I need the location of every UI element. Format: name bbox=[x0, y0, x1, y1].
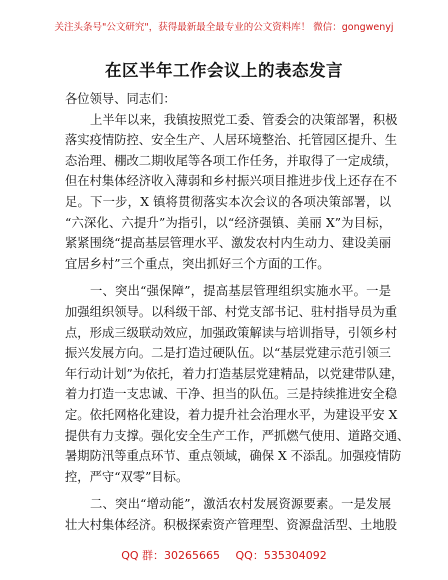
paragraph-2 bbox=[65, 281, 410, 487]
footer-qq: QQ：535304092 bbox=[235, 549, 327, 562]
footer-qq-group: QQ 群：30265665 bbox=[121, 549, 220, 562]
paragraph-line: 态治理、棚改二期收尾等各项工作任务，并取得了一定成绩， bbox=[65, 153, 398, 168]
paragraph-line: 一、突出“强保障”，提高基层管理组织实施水平。一是 bbox=[90, 284, 391, 299]
paragraph-1 bbox=[65, 110, 398, 275]
paragraph-3 bbox=[65, 494, 398, 535]
paragraph-line: 但在村集体经济收入薄弱和乡村振兴项目推进步伐上还存在不 bbox=[65, 174, 398, 189]
footer-contact bbox=[0, 547, 448, 563]
paragraph-line: 加强组织领导。以科级干部、村党支部书记、驻村指导员为重 bbox=[65, 304, 398, 319]
paragraph-line: 紧紧围绕“提高基层管理水平、激发农村内生动力、建设美丽 bbox=[65, 236, 392, 251]
paragraph-line: 定。依托网格化建设，着力提升社会治理水平，为建设平安 X bbox=[65, 407, 398, 422]
paragraph-line: 上半年以来，我镇按照党工委、管委会的决策部署，积极 bbox=[90, 112, 398, 127]
paragraph-line: 暑期防汛等重点环节、重点领域，确保 X 不添乱。加强疫情防 bbox=[65, 449, 402, 464]
paragraph-line: 足。下一步，X 镇将贯彻落实本次会议的各项决策部署，以 bbox=[65, 194, 391, 209]
paragraph-line: 壮大村集体经济。积极探索资产管理型、资源盘活型、土地股 bbox=[65, 517, 398, 532]
header-note: 关注头条号"公文研究"，获得最新最全最专业的公文资料库！ 微信：gongwenyj bbox=[54, 22, 394, 33]
paragraph-line: 着力打造一支忠诚、干净、担当的队伍。三是持续推进安全稳 bbox=[65, 387, 398, 402]
paragraph-line: 点，形成三级联动效应，加强政策解读与培训指导，引领乡村 bbox=[65, 325, 398, 340]
paragraph-line: 宜居乡村”三个重点，突出抓好三个方面的工作。 bbox=[65, 256, 330, 271]
document-body bbox=[65, 89, 410, 535]
paragraph-line: “六深化、六提升”为指引，以“经济强镇、美丽 X”为目标， bbox=[65, 215, 391, 230]
salutation: 各位领导、同志们： bbox=[65, 92, 176, 106]
paragraph-line: 二、突出“增动能”，激活农村发展资源要素。一是发展 bbox=[90, 497, 391, 512]
paragraph-line: 年行动计划”为依托，着力打造基层党建精品，以党建带队建， bbox=[65, 366, 404, 381]
page-title: 在区半年工作会议上的表态发言 bbox=[105, 61, 343, 80]
paragraph-line: 控，严守“双零”目标。 bbox=[65, 469, 189, 484]
paragraph-line: 落实疫情防控、安全生产、人居环境整治、托管园区提升、生 bbox=[65, 133, 398, 148]
paragraph-line: 提供有力支撑。强化安全生产工作，严抓燃气使用、道路交通、 bbox=[65, 428, 410, 443]
paragraph-line: 振兴发展方向。二是打造过硬队伍。以“基层党建示范引领三 bbox=[65, 346, 392, 361]
